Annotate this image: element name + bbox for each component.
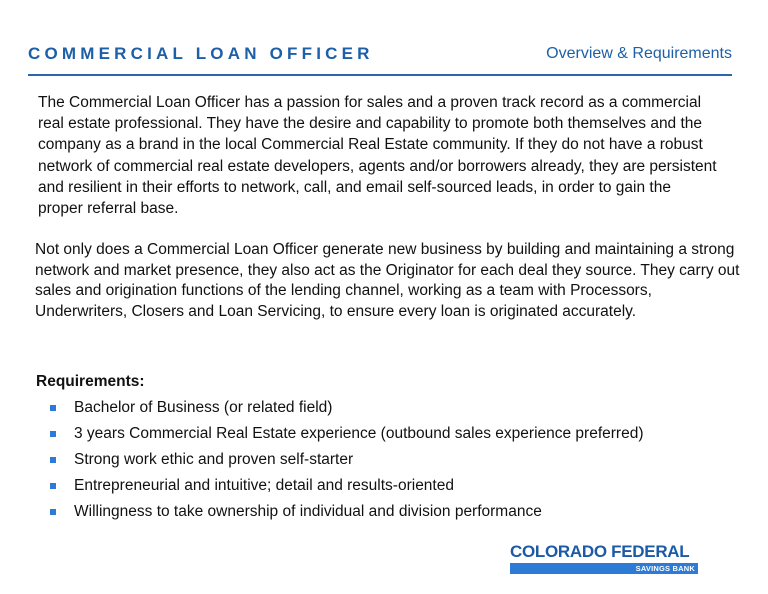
square-bullet-icon [50, 457, 56, 463]
logo-main-text: COLORADO FEDERAL [510, 542, 690, 561]
list-item-label: 3 years Commercial Real Estate experience (outbound sales experience preferred) [74, 425, 644, 442]
list-item [48, 396, 643, 422]
page-title: COMMERCIAL LOAN OFFICER [28, 44, 374, 63]
logo-sub-text: SAVINGS BANK [635, 564, 695, 573]
list-item-label: Entrepreneurial and intuitive; detail and results-oriented [74, 477, 454, 494]
header-divider [28, 74, 732, 76]
role-paragraph: Not only does a Commercial Loan Officer generate new business by building and maintaining a strong network and market presence, they also act as the Originator for each deal they source. They carry out sales and origination functions of the lending channel, working as a team with Processors, Underwriters, Closers and Loan Servicing, to ensure every loan is originated accurately. [35, 241, 740, 321]
square-bullet-icon [50, 405, 56, 411]
square-bullet-icon [50, 483, 56, 489]
list-item [48, 448, 643, 474]
list-item-label: Strong work ethic and proven self-starter [74, 451, 354, 468]
square-bullet-icon [50, 431, 56, 437]
list-item [48, 474, 643, 500]
list-item-label: Bachelor of Business (or related field) [74, 399, 333, 416]
overview-paragraph: The Commercial Loan Officer has a passion for sales and a proven track record as a commercial real estate professional. They have the desire and capability to promote both themselves and the company as a brand in the local Commercial Real Estate community. If they do not have a robust network of commercial real estate developers, agents and/or borrowers already, they are persistent and resilient in their efforts to network, call, and email self-sourced leads, in order to gain the proper referral base. [38, 94, 717, 218]
requirements-heading: Requirements: [36, 373, 145, 390]
list-item [48, 422, 643, 448]
requirements-list [48, 396, 643, 526]
page-subtitle: Overview & Requirements [546, 45, 732, 62]
list-item [48, 500, 643, 526]
slide-header [28, 44, 732, 74]
list-item-label: Willingness to take ownership of individual and division performance [74, 503, 542, 520]
square-bullet-icon [50, 509, 56, 515]
company-logo [510, 542, 698, 576]
